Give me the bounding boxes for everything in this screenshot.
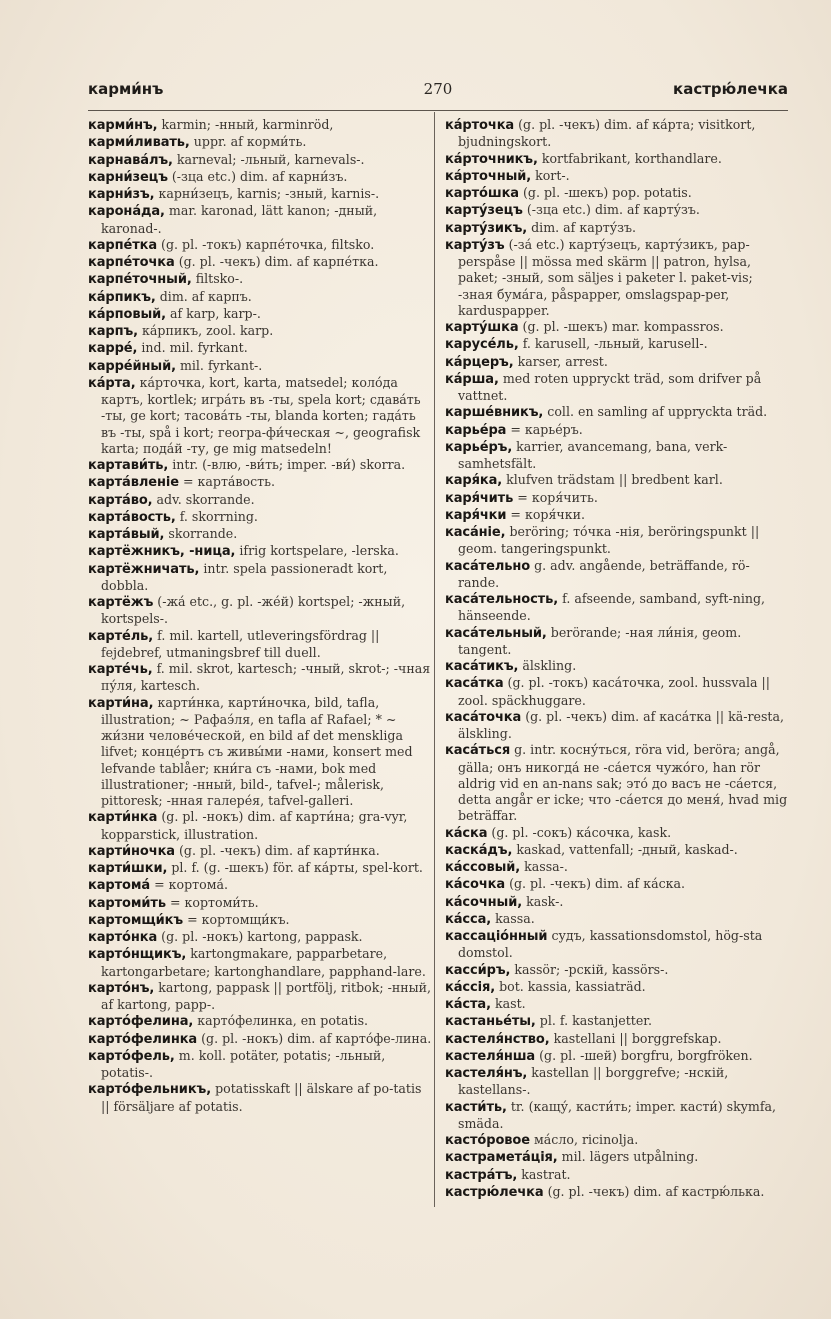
entry-definition: (g. pl. -нокъ) dim. af карти́на; gra-vyr, kopparstick, illustration. [101, 809, 408, 842]
dictionary-entry [88, 594, 432, 628]
dictionary-entry [88, 474, 432, 491]
dictionary-entry [445, 421, 788, 439]
entry-headword: карми́ливать, [88, 135, 190, 151]
entry-headword: карто́нъ, [88, 980, 155, 996]
entry-definition: судъ, kassationsdomstol, hög-sta domstol. [458, 928, 763, 961]
dictionary-entry [88, 134, 432, 151]
entry-headword: карто́шка [445, 186, 519, 201]
dictionary-entry [445, 1098, 788, 1133]
entry-definition: (g. pl. -нокъ) dim. af карто́фе-лина. [201, 1030, 432, 1046]
dictionary-entry [445, 117, 788, 151]
entry-headword: ка́рпикъ, [88, 289, 156, 305]
dictionary-entry [88, 661, 432, 695]
entry-headword: карто́нка [88, 930, 158, 945]
entry-definition: = коря́чки. [510, 506, 586, 522]
entry-definition: kortfabrikant, korthandlare. [541, 150, 722, 166]
entry-headword: карто́фелина, [88, 1014, 194, 1030]
dictionary-entry [88, 491, 432, 509]
entry-definition: f. skorrning. [179, 508, 258, 524]
entry-definition: f. afseende, samband, syft-ning, hänseende. [458, 591, 766, 624]
entry-definition: (-зца etc.) dim. af карту́зъ. [526, 202, 700, 218]
dictionary-entry [445, 150, 788, 168]
entry-definition: карто́фелинка, en potatis. [197, 1013, 369, 1029]
entry-definition: = коря́чить. [517, 489, 598, 505]
entry-definition: (g. pl. -шекъ) mar. kompassros. [522, 319, 724, 334]
dictionary-entry [88, 627, 432, 662]
entry-definition: = карье́ръ. [510, 421, 583, 437]
dictionary-entry [445, 859, 788, 876]
entry-definition: kaskad, vattenfall; -дный, kaskad-. [516, 841, 738, 857]
entry-headword: касси́ръ, [445, 962, 511, 978]
entry-definition: (g. pl. -шекъ) pop. potatis. [523, 185, 692, 200]
dictionary-entry [445, 961, 788, 979]
dictionary-entry [445, 489, 788, 507]
entry-headword: картёжникъ, -ница, [88, 544, 236, 560]
dictionary-entry [88, 1047, 432, 1082]
entry-definition: kassa. [495, 910, 535, 926]
dictionary-entry [445, 336, 788, 353]
entry-headword: карше́вникъ, [445, 405, 544, 421]
entry-definition: coll. en samling af uppryckta träd. [547, 404, 768, 420]
entry-headword: ка́сочка [445, 877, 506, 893]
entry-headword: карту́зецъ [445, 203, 523, 219]
entry-headword: карта́вость, [88, 509, 176, 525]
entry-headword: каря́чить [445, 490, 514, 506]
entry-headword: карти́ночка [88, 843, 175, 859]
entry-definition: (g. pl. -нокъ) kartong, pappask. [161, 929, 363, 944]
entry-definition: = карта́вость. [182, 474, 275, 490]
entry-headword: ка́сочный, [445, 894, 523, 910]
dictionary-entry [445, 1166, 788, 1184]
entry-headword: карье́ръ, [445, 439, 513, 455]
dictionary-entry [88, 526, 432, 543]
entry-definition: kastellan || borggrefve; -нскій, kastellans-. [458, 1065, 729, 1098]
entry-definition: (g. pl. -чекъ) dim. af ка́ска. [509, 876, 686, 892]
entry-definition: (g. pl. -токъ) карпе́точка, filtsko. [161, 236, 375, 252]
entry-headword: картомщи́къ [88, 912, 184, 928]
dictionary-entry [445, 876, 788, 893]
entry-definition: kassör; -рскій, kassörs-. [514, 961, 669, 977]
entry-definition: (g. pl. -сокъ) ка́сочка, kask. [491, 824, 672, 840]
dictionary-entry [88, 203, 432, 237]
entry-headword: ка́рточка [445, 118, 515, 133]
entry-headword: карье́ра [445, 422, 507, 438]
entry-headword: кастрю́лечка [445, 1184, 544, 1200]
entry-headword: карто́фелинка [88, 1031, 198, 1047]
entry-headword: каса́тельный, [445, 625, 547, 641]
dictionary-entry [445, 893, 788, 911]
dictionary-entry [445, 1047, 788, 1065]
dictionary-entry [88, 236, 432, 254]
entry-definition: skorrande. [168, 526, 238, 541]
entry-headword: кассаціо́нный [445, 929, 548, 944]
entry-headword: касти́ть, [445, 1099, 507, 1115]
entry-definition: (g. pl. -чекъ) dim. af ка́рта; visitkort, bjudningskort. [458, 117, 756, 150]
entry-headword: ка́рта, [88, 375, 136, 391]
entry-definition: (g. pl. -шей) borgfru, borgfröken. [539, 1047, 753, 1063]
header-left-guide-word: карми́нъ [88, 80, 164, 98]
entry-definition: med roten uppryckt träd, som drifver på vattnet. [458, 370, 762, 403]
entry-headword: карте́чь, [88, 662, 153, 677]
dictionary-entry [88, 508, 432, 526]
entry-headword: карте́ль, [88, 628, 154, 644]
entry-definition: mil. fyrkant-. [179, 357, 263, 373]
dictionary-entry [445, 438, 788, 473]
entry-definition: pl. f. kastanjetter. [539, 1013, 652, 1029]
entry-headword: карта́вленіе [88, 475, 179, 491]
entry-definition: kask-. [526, 893, 564, 909]
dictionary-entry [88, 374, 432, 457]
entry-definition: ifrig kortspelare, -lerska. [239, 543, 399, 559]
entry-definition: karmin; -нный, karminröd, [161, 117, 334, 132]
dictionary-entry [445, 624, 788, 659]
dictionary-entry [88, 1081, 432, 1115]
entry-definition: bot. kassia, kassiaträd. [499, 978, 646, 994]
dictionary-entry [88, 860, 432, 877]
dictionary-entry [88, 560, 432, 595]
entry-definition: (-жа́ etc., g. pl. -же́й) kortspel; -жный, kortspels-. [101, 594, 406, 627]
dictionary-entry [88, 543, 432, 560]
dictionary-entry [88, 117, 432, 134]
entry-headword: каса́ться [445, 743, 511, 759]
entry-definition: g. intr. косну́ться, röra vid, beröra; angå, gälla; онъ никогда́ не -са́ется чужо́го, han rör aldrig vid en an-nans sak; это́ до васъ не -са́ется, detta angår er icke; что -са́ется до меня́, hvad mig beträffar. [458, 742, 788, 824]
entry-definition: beröring; то́чка -нія, beröringspunkt || geom. tangeringspunkt. [458, 524, 760, 557]
entry-definition: (g. pl. -токъ) каса́точка, zool. hussvala || zool. späckhuggare. [458, 675, 771, 708]
dictionary-entry [445, 404, 788, 421]
dictionary-entry [88, 929, 432, 946]
dictionary-entry [88, 305, 432, 323]
entry-headword: ка́ста, [445, 997, 491, 1012]
dictionary-entry [88, 340, 432, 357]
entry-definition: karrier, avancemang, bana, verk-samhetsfält. [458, 438, 728, 471]
entry-definition: kastrat. [521, 1166, 571, 1182]
dictionary-entry [445, 1065, 788, 1099]
dictionary-entry [445, 506, 788, 524]
dictionary-entry [445, 1183, 788, 1201]
entry-definition: dim. af карту́зъ. [531, 219, 637, 235]
entry-headword: каса́тельно [445, 558, 531, 574]
entry-definition: ка́рточка, kort, karta, matsedel; коло́да картъ, kortlek; игра́ть въ -ты, spela kort; сдава́ть -ты, ge kort; тасова́ть -ты, blanda korten; гада́ть въ -ты, spå i kort; геогра-фи́ческая ~, geografisk karta; пода́й -ту, ge mig matsedeln! [101, 374, 421, 456]
dictionary-entry [445, 185, 788, 202]
entry-definition: ма́сло, ricinolja. [534, 1132, 639, 1147]
entry-definition: (g. pl. -чекъ) dim. af каса́тка || kä-resta, älskling. [458, 708, 784, 741]
left-column [88, 117, 432, 1209]
dictionary-entry [445, 167, 788, 185]
entry-headword: каря́чки [445, 507, 507, 523]
dictionary-entry [445, 675, 788, 709]
entry-definition: potatisskaft || älskare af po-tatis || försäljare af potatis. [101, 1081, 422, 1114]
page-header [88, 80, 788, 102]
dictionary-entry [88, 151, 432, 169]
entry-definition: tr. (кащу́, касти́ть; imper. касти́) skymfa, smäda. [458, 1098, 777, 1131]
entry-definition: kort-. [535, 167, 570, 183]
entry-headword: картоми́ть [88, 895, 166, 911]
entry-definition: karneval; -льный, karnevals-. [176, 151, 365, 167]
entry-headword: карти́шки, [88, 861, 168, 876]
entry-definition: = кортоми́ть. [169, 894, 259, 910]
entry-definition: g. adv. angående, beträffande, rö-rande. [458, 557, 750, 590]
entry-headword: карнава́лъ, [88, 152, 173, 168]
entry-headword: кастеля́нша [445, 1048, 536, 1064]
dictionary-entry [445, 370, 788, 405]
dictionary-entry [445, 319, 788, 336]
dictionary-entry [445, 1149, 788, 1166]
entry-definition: kast. [494, 996, 526, 1011]
entry-definition: = кортома́. [154, 877, 229, 893]
column-divider [434, 112, 435, 1207]
page-number: 270 [423, 80, 453, 98]
entry-headword: каса́тикъ, [445, 659, 519, 674]
entry-definition: kassa-. [524, 859, 568, 874]
dictionary-entry [88, 809, 432, 843]
entry-headword: карпе́точный, [88, 272, 192, 288]
dictionary-entry [445, 1013, 788, 1030]
dictionary-entry [445, 1132, 788, 1149]
dictionary-entry [445, 658, 788, 675]
entry-definition: (g. pl. -чекъ) dim. af кастрю́лька. [547, 1183, 765, 1199]
entry-definition: = кортомщи́къ. [187, 911, 290, 927]
dictionary-entry [445, 219, 788, 237]
entry-headword: картави́ть, [88, 458, 169, 473]
entry-headword: карту́зъ [445, 237, 505, 253]
entry-headword: карре́йный, [88, 358, 176, 374]
entry-headword: ка́рточный, [445, 168, 532, 184]
entry-definition: (-зца etc.) dim. af карни́зъ. [171, 168, 348, 184]
dictionary-entry [445, 841, 788, 859]
entry-headword: ка́ссовый, [445, 860, 521, 875]
entry-definition: f. mil. kartell, utleveringsfördrag || fejdebref, utmaningsbref till duell. [101, 627, 380, 660]
entry-headword: карто́нщикъ, [88, 947, 187, 963]
entry-definition: kartong, pappask || portfölj, ritbok; -нный, af kartong, papp-. [101, 979, 432, 1012]
entry-headword: каса́тельность, [445, 592, 559, 607]
entry-headword: карни́зецъ [88, 169, 168, 185]
dictionary-entry [445, 524, 788, 558]
entry-definition: dim. af карпъ. [159, 288, 252, 304]
dictionary-entry [88, 254, 432, 271]
entry-definition: (-за́ etc.) карту́зецъ, карту́зикъ, pap-perspåse || mössa med skärm || patron, hylsa, paket; -зный, som säljes i paketer l. paket-vis; -зная бума́га, påspapper, omslagspap-per, karduspapper. [458, 236, 753, 318]
entry-headword: карта́вый, [88, 527, 165, 542]
dictionary-entry [88, 911, 432, 929]
entry-definition: f. karusell, -льный, karusell-. [522, 336, 708, 352]
dictionary-entry [88, 271, 432, 288]
dictionary-entry [445, 910, 788, 928]
entry-headword: кастра́тъ, [445, 1167, 518, 1183]
entry-definition: ка́рпикъ, zool. karp. [142, 323, 274, 338]
entry-headword: карти́на, [88, 695, 154, 711]
entry-headword: каря́ка, [445, 473, 503, 489]
dictionary-entry [88, 842, 432, 860]
entry-headword: ка́ска [445, 825, 488, 841]
entry-headword: картёжъ [88, 595, 154, 610]
entry-headword: карона́да, [88, 204, 165, 220]
entry-headword: картома́ [88, 878, 151, 894]
entry-headword: кастеля́нъ, [445, 1066, 528, 1081]
entry-definition: mil. lägers utpålning. [561, 1149, 699, 1165]
entry-headword: карти́нка [88, 810, 158, 826]
entry-headword: карту́шка [445, 320, 519, 335]
entry-headword: ка́рша, [445, 371, 499, 387]
entry-headword: кастанье́ты, [445, 1014, 536, 1030]
dictionary-entry [445, 824, 788, 842]
dictionary-entry [445, 978, 788, 996]
entry-headword: карто́фель, [88, 1048, 175, 1064]
entry-headword: каска́дъ, [445, 842, 513, 858]
entry-headword: ка́рцеръ, [445, 354, 514, 370]
entry-headword: касто́ровое [445, 1133, 530, 1148]
entry-definition: intr. spela passioneradt kort, dobbla. [101, 560, 388, 593]
entry-headword: карре́, [88, 341, 138, 357]
entry-definition: f. mil. skrot, kartesch; -чный, skrot-; -чная пу́ля, kartesch. [101, 661, 431, 694]
dictionary-entry [88, 894, 432, 912]
dictionary-entry [445, 557, 788, 592]
entry-definition: (g. pl. -чекъ) dim. af карти́нка. [179, 842, 380, 858]
entry-headword: ка́сса, [445, 911, 492, 927]
dictionary-entry [88, 357, 432, 375]
dictionary-entry [445, 928, 788, 962]
entry-headword: карта́во, [88, 492, 153, 508]
entry-headword: карто́фельникъ, [88, 1082, 212, 1098]
dictionary-entry [88, 946, 432, 980]
entry-definition: карни́зецъ, karnis; -зный, karnis-. [158, 186, 380, 201]
entry-definition: af karp, karp-. [169, 305, 261, 321]
entry-definition: älskling. [522, 658, 577, 673]
dictionary-entry [88, 168, 432, 186]
dictionary-entry [445, 236, 788, 319]
entry-headword: карпе́точка [88, 255, 175, 270]
dictionary-entry [445, 202, 788, 219]
entry-headword: карту́зикъ, [445, 220, 528, 236]
dictionary-entry [445, 1030, 788, 1048]
dictionary-entry [88, 877, 432, 894]
dictionary-entry [445, 472, 788, 489]
entry-definition: m. koll. potäter, potatis; -льный, potatis-. [101, 1047, 386, 1080]
dictionary-entry [445, 353, 788, 371]
entry-headword: ка́рповый, [88, 306, 166, 322]
entry-headword: карусе́ль, [445, 337, 519, 353]
dictionary-entry [445, 996, 788, 1013]
entry-definition: uppr. af корми́ть. [193, 134, 307, 150]
entry-definition: intr. (-влю, -ви́ть; imper. -ви́) skorra. [172, 457, 406, 472]
dictionary-entry [88, 1030, 432, 1048]
entry-headword: ка́рточникъ, [445, 151, 538, 167]
right-column [445, 117, 788, 1209]
entry-definition: (g. pl. -чекъ) dim. af карпе́тка. [178, 254, 379, 269]
entry-definition: mar. karonad, lätt kanon; -дный, karonad-. [101, 203, 378, 236]
dictionary-entry [88, 694, 432, 810]
dictionary-entry [88, 323, 432, 340]
entry-headword: карпъ, [88, 324, 138, 339]
dictionary-entry [88, 1013, 432, 1030]
entry-headword: ка́ссія, [445, 979, 496, 995]
entry-definition: kastellani || borggrefskap. [553, 1030, 722, 1046]
header-rule [88, 110, 788, 111]
entry-definition: berörande; -ная ли́нія, geom. tangent. [458, 624, 742, 657]
header-right-guide-word: кастрю́лечка [673, 80, 788, 98]
entry-headword: каса́тка [445, 676, 504, 692]
dictionary-entry [445, 591, 788, 625]
dictionary-entry [445, 742, 788, 824]
dictionary-entry [88, 288, 432, 306]
entry-headword: каса́ніе, [445, 525, 506, 540]
entry-definition: pl. f. (g. -шекъ) för. af ка́рты, spel-kort. [171, 860, 423, 875]
entry-definition: карти́нка, карти́ночка, bild, tafla, illustration; ~ Рафаэ́ля, en tafla af Rafael; * ~ жи́зни челове́ческой, en bild af det menskliga lifvet; конце́ртъ съ живы́ми -нами, konsert med lefvande tablåer; кни́га съ -нами, bok med illustrationer; -нный, bild-, tafvel-; målerisk, pittoresk; -нная галере́я, tafvel-galleri. [101, 694, 413, 808]
entry-definition: karser, arrest. [517, 353, 608, 369]
dictionary-entry [445, 708, 788, 743]
entry-headword: каса́точка [445, 709, 522, 725]
dictionary-entry [88, 979, 432, 1014]
dictionary-entry [88, 457, 432, 474]
entry-headword: кастрамета́ція, [445, 1150, 558, 1166]
entry-headword: карми́нъ, [88, 118, 158, 133]
entry-headword: карни́зъ, [88, 187, 155, 202]
entry-definition: filtsko-. [195, 271, 244, 287]
entry-definition: ind. mil. fyrkant. [141, 340, 248, 356]
entry-headword: картёжничать, [88, 561, 200, 577]
entry-definition: kartongmakare, papparbetare, kartongarbetare; kartonghandlare, papphand-lare. [101, 946, 426, 979]
dictionary-entry [88, 186, 432, 203]
entry-definition: klufven trädstam || bredbent karl. [506, 472, 723, 488]
entry-definition: adv. skorrande. [156, 491, 255, 507]
entry-headword: карпе́тка [88, 237, 158, 253]
entry-headword: кастеля́нство, [445, 1031, 550, 1047]
